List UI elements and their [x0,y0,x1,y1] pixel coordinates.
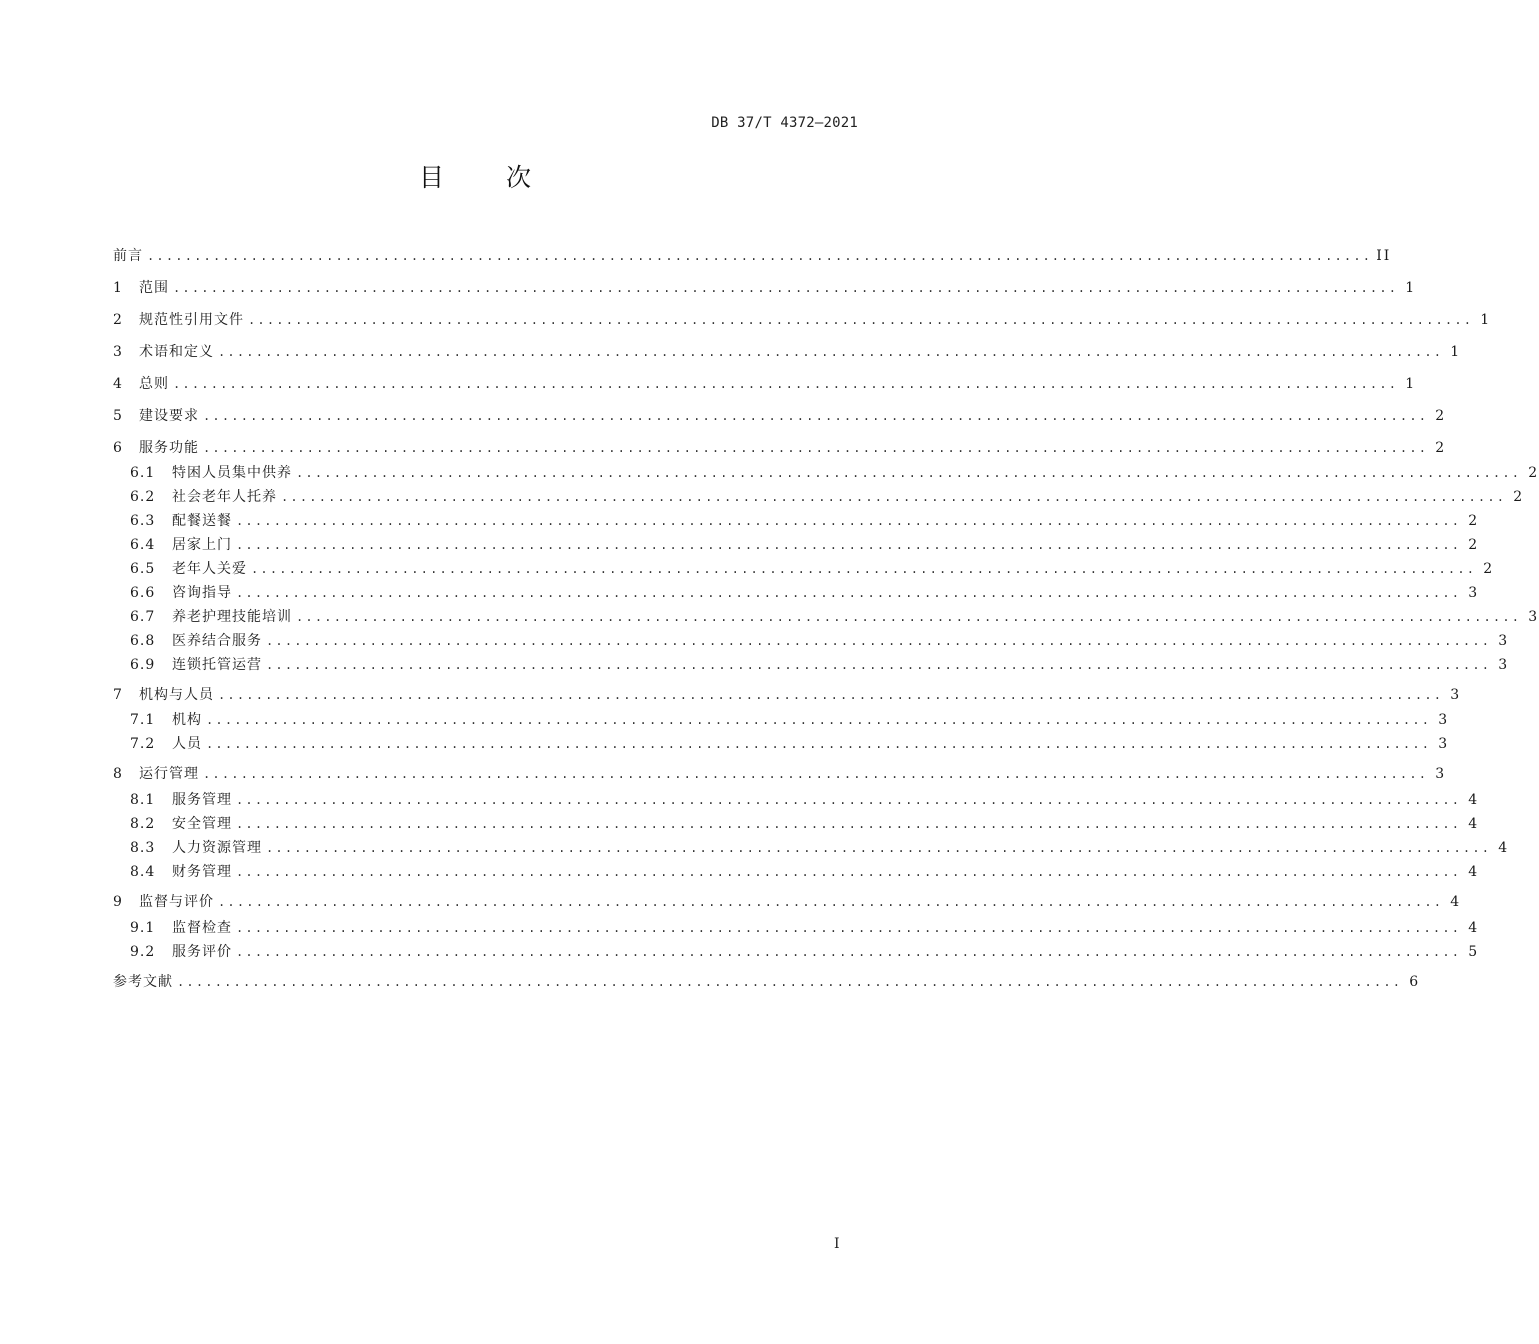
toc-entry[interactable] [130,511,1480,531]
toc-entry[interactable] [113,406,1447,426]
toc-entry[interactable] [130,535,1480,555]
toc-entry-label: 养老护理技能培训 [172,609,292,625]
toc-entry-number: 6.9 [130,657,156,673]
toc-dot-leader: .................................................................................................................................. [266,658,1492,672]
toc-entry-label: 机构 [172,712,202,728]
toc-entry-label: 社会老年人托养 [172,489,277,505]
toc-entry[interactable] [113,342,1462,362]
toc-entry-number: 6 [113,440,122,456]
toc-entry-page: 4 [1468,920,1480,936]
toc-entry-number: 6.6 [130,585,156,601]
toc-dot-leader: .................................................................................................................................. [236,538,1462,552]
toc-entry-label: 机构与人员 [139,687,214,703]
toc-entry[interactable] [130,838,1510,858]
toc-dot-leader: .................................................................................................................................. [173,281,1399,295]
toc-dot-leader: .................................................................................................................................. [203,767,1429,781]
toc-entry-label: 规范性引用文件 [139,312,244,328]
toc-entry-page: 2 [1435,408,1447,424]
toc-entry[interactable] [113,892,1462,912]
toc-entry-label: 监督与评价 [139,894,214,910]
toc-entry-page: 4 [1468,864,1480,880]
toc-entry-number: 9.2 [130,944,156,960]
toc-entry-label: 配餐送餐 [172,513,232,529]
toc-entry-page: 1 [1405,376,1417,392]
toc-entry[interactable] [113,685,1462,705]
toc-dot-leader: .................................................................................................................................. [147,249,1373,263]
toc-dot-leader: .................................................................................................................................. [248,313,1474,327]
toc-entry-label: 总则 [139,376,169,392]
toc-entry[interactable] [113,972,1421,992]
toc-dot-leader: .................................................................................................................................. [266,841,1492,855]
toc-dot-leader: .................................................................................................................................. [236,921,1462,935]
toc-entry-page: 3 [1438,736,1450,752]
toc-dot-leader: .................................................................................................................................. [236,793,1462,807]
toc-entry-number: 5 [113,408,122,424]
toc-dot-leader: .................................................................................................................................. [266,634,1492,648]
toc-entry[interactable] [130,710,1450,730]
toc-entry-page: 3 [1438,712,1450,728]
toc-entry-number: 6.7 [130,609,156,625]
toc-dot-leader: .................................................................................................................................. [236,586,1462,600]
toc-entry-number: 8 [113,766,122,782]
toc-entry-number: 9.1 [130,920,156,936]
toc-entry-page: 1 [1480,312,1492,328]
toc-entry-page: 2 [1483,561,1495,577]
toc-entry-label: 监督检查 [172,920,232,936]
toc-dot-leader: .................................................................................................................................. [251,562,1477,576]
toc-entry-label: 特困人员集中供养 [172,465,292,481]
toc-entry[interactable] [130,655,1510,675]
toc-entry-page: 2 [1513,489,1525,505]
toc-entry-page: 3 [1468,585,1480,601]
toc-dot-leader: .................................................................................................................................. [218,688,1444,702]
toc-entry-number: 8.1 [130,792,156,808]
toc-entry-label: 财务管理 [172,864,232,880]
toc-entry[interactable] [130,559,1495,579]
toc-entry-page: II [1376,248,1392,264]
toc-entry-page: 4 [1498,840,1510,856]
toc-entry-number: 3 [113,344,122,360]
toc-entry-number: 7 [113,687,122,703]
toc-entry-label: 前言 [113,248,143,264]
document-code: DB 37/T 4372—2021 [711,115,858,131]
toc-entry-number: 7.2 [130,736,156,752]
toc-entry[interactable] [130,607,1539,627]
toc-entry-number: 6.4 [130,537,156,553]
toc-entry-label: 连锁托管运营 [172,657,262,673]
page-title: 目次 [418,163,593,192]
toc-entry[interactable] [113,278,1417,298]
toc-entry-page: 4 [1450,894,1462,910]
toc-dot-leader: .................................................................................................................................. [206,737,1432,751]
toc-entry-label: 范围 [139,280,169,296]
toc-entry[interactable] [130,734,1450,754]
toc-dot-leader: .................................................................................................................................. [203,409,1429,423]
toc-entry[interactable] [113,246,1392,266]
toc-entry-page: 6 [1409,974,1421,990]
toc-entry[interactable] [130,583,1480,603]
toc-entry-page: 3 [1498,657,1510,673]
toc-entry-label: 人力资源管理 [172,840,262,856]
toc-entry[interactable] [130,814,1480,834]
toc-entry-number: 2 [113,312,122,328]
toc-entry[interactable] [113,374,1417,394]
toc-entry-label: 运行管理 [139,766,199,782]
toc-entry-number: 6.2 [130,489,156,505]
toc-dot-leader: .................................................................................................................................. [173,377,1399,391]
toc-entry-label: 安全管理 [172,816,232,832]
toc-entry-label: 参考文献 [113,974,173,990]
toc-dot-leader: .................................................................................................................................. [203,441,1429,455]
toc-entry-number: 1 [113,280,122,296]
toc-entry-page: 1 [1450,344,1462,360]
toc-dot-leader: .................................................................................................................................. [281,490,1507,504]
toc-entry-number: 8.2 [130,816,156,832]
toc-entry-number: 8.3 [130,840,156,856]
toc-entry-page: 3 [1528,609,1539,625]
toc-entry-number: 6.5 [130,561,156,577]
toc-entry-page: 4 [1468,792,1480,808]
toc-dot-leader: .................................................................................................................................. [236,514,1462,528]
toc-entry-number: 9 [113,894,122,910]
toc-entry-label: 服务评价 [172,944,232,960]
toc-entry-number: 7.1 [130,712,156,728]
toc-entry-number: 4 [113,376,122,392]
toc-entry-label: 服务管理 [172,792,232,808]
toc-entry-label: 居家上门 [172,537,232,553]
toc-entry[interactable] [130,918,1480,938]
toc-entry[interactable] [113,764,1447,784]
toc-dot-leader: .................................................................................................................................. [206,713,1432,727]
toc-entry-number: 6.1 [130,465,156,481]
toc-dot-leader: .................................................................................................................................. [177,975,1403,989]
toc-entry-label: 医养结合服务 [172,633,262,649]
toc-entry[interactable] [113,310,1492,330]
toc-dot-leader: .................................................................................................................................. [236,817,1462,831]
toc-entry-label: 术语和定义 [139,344,214,360]
toc-entry[interactable] [130,942,1480,962]
toc-dot-leader: .................................................................................................................................. [236,865,1462,879]
page-number: I [834,1236,840,1252]
toc-entry-label: 老年人关爱 [172,561,247,577]
toc-entry-label: 服务功能 [139,440,199,456]
toc-entry-page: 3 [1435,766,1447,782]
toc-entry-label: 建设要求 [139,408,199,424]
toc-entry-page: 4 [1468,816,1480,832]
toc-entry[interactable] [130,631,1510,651]
toc-entry-number: 8.4 [130,864,156,880]
toc-entry[interactable] [130,862,1480,882]
toc-entry-page: 3 [1498,633,1510,649]
toc-dot-leader: .................................................................................................................................. [218,345,1444,359]
toc-dot-leader: .................................................................................................................................. [296,610,1522,624]
toc-entry-page: 1 [1405,280,1417,296]
toc-entry-page: 2 [1435,440,1447,456]
toc-dot-leader: .................................................................................................................................. [296,466,1522,480]
toc-entry-number: 6.3 [130,513,156,529]
toc-entry-page: 2 [1468,513,1480,529]
toc-entry-page: 2 [1468,537,1480,553]
toc-entry-label: 人员 [172,736,202,752]
toc-entry-page: 2 [1528,465,1539,481]
toc-entry-number: 6.8 [130,633,156,649]
toc-entry[interactable] [113,438,1447,458]
toc-entry-page: 3 [1450,687,1462,703]
toc-dot-leader: .................................................................................................................................. [236,945,1462,959]
toc-entry[interactable] [130,487,1525,507]
toc-entry[interactable] [130,463,1539,483]
toc-entry-label: 咨询指导 [172,585,232,601]
toc-entry[interactable] [130,790,1480,810]
toc-dot-leader: .................................................................................................................................. [218,895,1444,909]
toc-entry-page: 5 [1468,944,1480,960]
